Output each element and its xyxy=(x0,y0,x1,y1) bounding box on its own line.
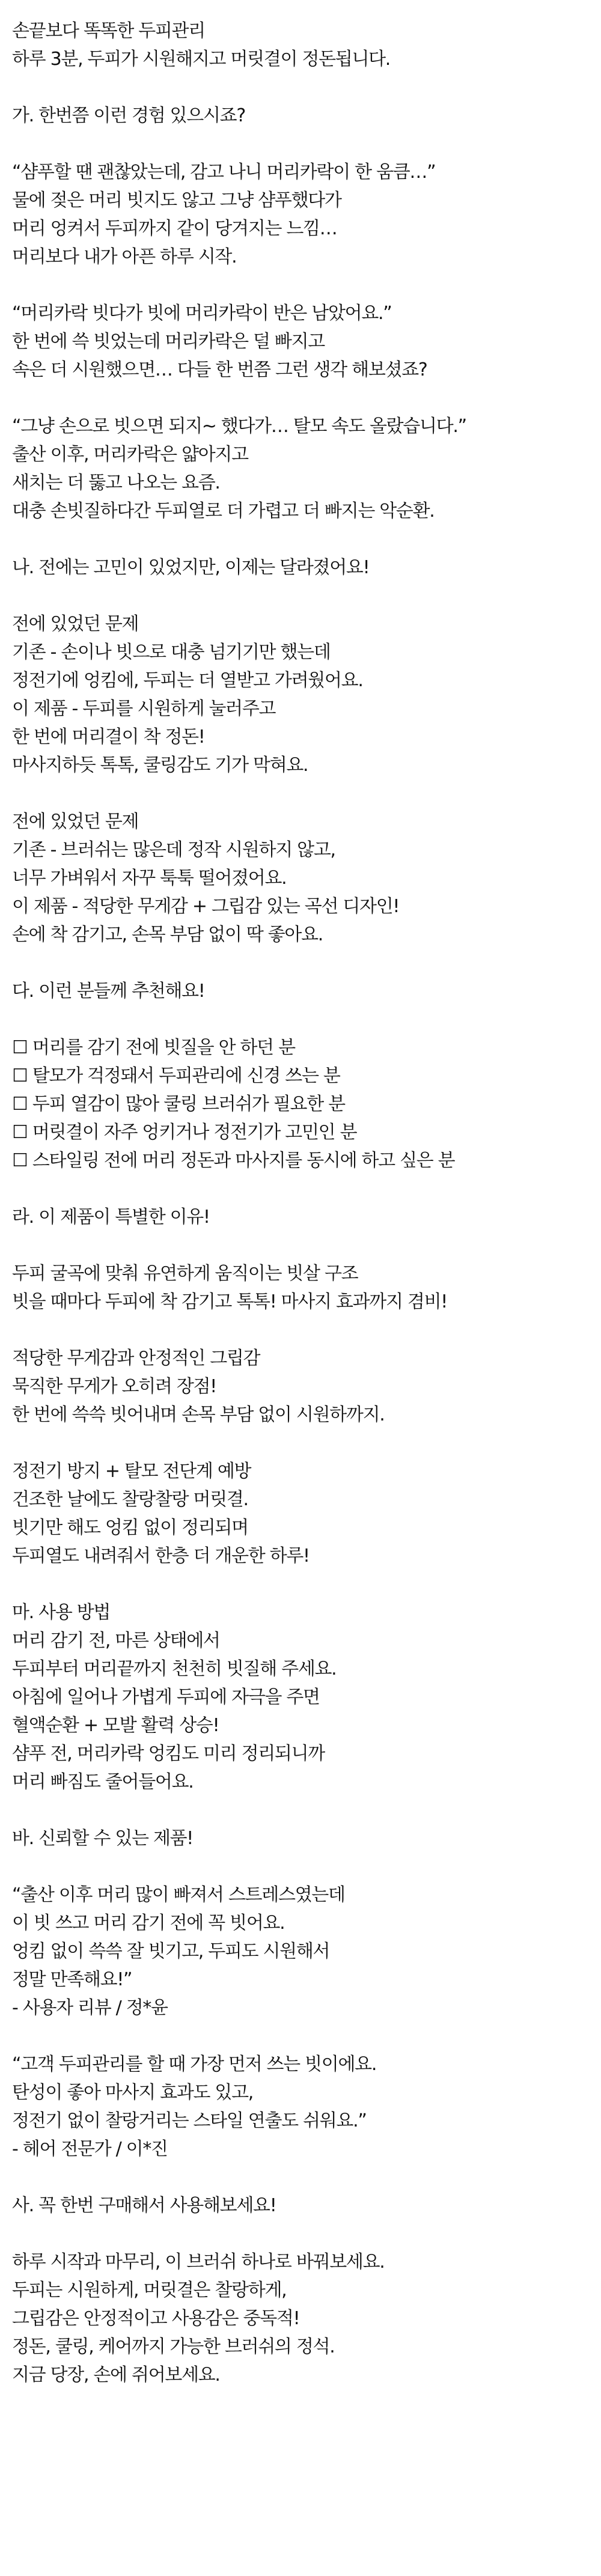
text-line: 아침에 일어나 가볍게 두피에 자극을 주면 xyxy=(12,1687,320,1708)
text-line: “머리카락 빗다가 빗에 머리카락이 반은 남았어요.” xyxy=(12,303,392,324)
text-line: 정돈, 쿨링, 케어까지 가능한 브러쉬의 정석. xyxy=(12,2336,335,2357)
text-line: 마. 사용 방법 xyxy=(12,1602,111,1623)
text-line: 정전기 없이 찰랑거리는 스타일 연출도 쉬워요.” xyxy=(12,2110,367,2131)
text-line: “고객 두피관리를 할 때 가장 먼저 쓰는 빗이에요. xyxy=(12,2054,377,2075)
text-line: 정전기에 엉킴에, 두피는 더 열받고 가려웠어요. xyxy=(12,670,363,691)
text-line: “샴푸할 땐 괜찮았는데, 감고 나니 머리카락이 한 움큼…” xyxy=(12,162,436,183)
text-line: 묵직한 무게가 오히려 장점! xyxy=(12,1376,216,1397)
paragraph-gap xyxy=(12,525,589,553)
text-line: ☐ 스타일링 전에 머리 정돈과 마사지를 동시에 하고 싶은 분 xyxy=(12,1150,455,1171)
text-line: ☐ 두피 열감이 많아 쿨링 브러쉬가 필요한 분 xyxy=(12,1094,345,1115)
text-line: 빗기만 해도 엉킴 없이 정리되며 xyxy=(12,1517,248,1538)
text-line: 샴푸 전, 머리카락 엉킴도 미리 정리되니까 xyxy=(12,1743,325,1764)
text-line: 한 번에 쓱 빗었는데 머리카락은 덜 빠지고 xyxy=(12,331,325,352)
paragraph-gap xyxy=(12,2022,589,2050)
text-line: 빗을 때마다 두피에 착 감기고 톡톡! 마사지 효과까지 겸비! xyxy=(12,1291,447,1312)
paragraph-gap xyxy=(12,2163,589,2191)
text-line: 하루 시작과 마무리, 이 브러쉬 하나로 바꿔보세요. xyxy=(12,2252,385,2273)
paragraph-gap xyxy=(12,1429,589,1457)
paragraph-gap xyxy=(12,1570,589,1598)
text-line: 출산 이후, 머리카락은 얇아지고 xyxy=(12,444,248,465)
paragraph-gap xyxy=(12,779,589,808)
text-line: 머리 감기 전, 마른 상태에서 xyxy=(12,1630,220,1651)
paragraph-gap xyxy=(12,271,589,299)
text-line: 이 제품 - 두피를 시원하게 눌러주고 xyxy=(12,698,276,719)
text-line: 새치는 더 뚫고 나오는 요즘. xyxy=(12,472,220,493)
text-line: 물에 젖은 머리 빗지도 않고 그냥 샴푸했다가 xyxy=(12,190,341,211)
text-line: 두피는 시원하게, 머릿결은 찰랑하게, xyxy=(12,2280,287,2301)
text-line: 마사지하듯 톡톡, 쿨링감도 기가 막혀요. xyxy=(12,755,308,776)
text-line: 적당한 무게감과 안정적인 그립감 xyxy=(12,1348,260,1369)
text-line: 라. 이 제품이 특별한 이유! xyxy=(12,1207,210,1228)
paragraph-gap xyxy=(12,582,589,610)
text-line: 머리보다 내가 아픈 하루 시작. xyxy=(12,246,237,267)
text-line: 가. 한번쯤 이런 경험 있으시죠? xyxy=(12,105,245,126)
text-line: 탄성이 좋아 마사지 효과도 있고, xyxy=(12,2082,254,2103)
text-line: 사. 꼭 한번 구매해서 사용해보세요! xyxy=(12,2195,276,2216)
text-line: 두피열도 내려줘서 한층 더 개운한 하루! xyxy=(12,1545,310,1567)
text-line: ☐ 머리를 감기 전에 빗질을 안 하던 분 xyxy=(12,1037,295,1058)
text-line: 지금 당장, 손에 쥐어보세요. xyxy=(12,2364,220,2386)
text-line: 이 제품 - 적당한 무게감 + 그립감 있는 곡선 디자인! xyxy=(12,896,400,917)
text-line: 건조한 날에도 찰랑찰랑 머릿결. xyxy=(12,1489,248,1510)
paragraph-gap xyxy=(12,130,589,158)
text-line: 너무 가벼워서 자꾸 툭툭 떨어졌어요. xyxy=(12,868,287,889)
text-line: 머리 빠짐도 줄어들어요. xyxy=(12,1771,194,1792)
text-line: “출산 이후 머리 많이 빠져서 스트레스였는데 xyxy=(12,1884,345,1905)
text-line: ☐ 머릿결이 자주 엉키거나 정전기가 고민인 분 xyxy=(12,1122,357,1143)
text-line: 손에 착 감기고, 손목 부담 없이 딱 좋아요. xyxy=(12,924,323,945)
text-line: 하루 3분, 두피가 시원해지고 머릿결이 정돈됩니다. xyxy=(12,49,391,70)
text-line: 한 번에 머리결이 착 정돈! xyxy=(12,726,205,748)
paragraph-gap xyxy=(12,2220,589,2248)
text-line: 전에 있었던 문제 xyxy=(12,811,139,832)
text-line: 한 번에 쓱쓱 빗어내며 손목 부담 없이 시원하까지. xyxy=(12,1404,385,1425)
paragraph-gap xyxy=(12,73,589,102)
paragraph-gap xyxy=(12,384,589,412)
paragraph-gap xyxy=(12,1316,589,1344)
text-line: 전에 있었던 문제 xyxy=(12,614,139,635)
text-line: 정말 만족해요!” xyxy=(12,1969,132,1990)
text-line: 기존 - 손이나 빗으로 대충 넘기기만 했는데 xyxy=(12,642,331,663)
text-line: 기존 - 브러쉬는 많은데 정작 시원하지 않고, xyxy=(12,839,335,860)
text-line: 다. 이런 분들께 추천해요! xyxy=(12,981,205,1002)
text-line: 나. 전에는 고민이 있었지만, 이제는 달라졌어요! xyxy=(12,557,370,578)
text-line: 속은 더 시원했으면… 다들 한 번쯤 그런 생각 해보셨죠? xyxy=(12,359,427,380)
text-line: 정전기 방지 + 탈모 전단계 예방 xyxy=(12,1461,251,1482)
text-line: 손끝보다 똑똑한 두피관리 xyxy=(12,20,205,41)
text-line: - 헤어 전문가 / 이*진 xyxy=(12,2139,168,2160)
text-line: 두피 굴곡에 맞춰 유연하게 움직이는 빗살 구조 xyxy=(12,1263,358,1284)
paragraph-gap xyxy=(12,1231,589,1259)
paragraph-gap xyxy=(12,1796,589,1824)
paragraph-gap xyxy=(12,1005,589,1034)
paragraph-gap xyxy=(12,1175,589,1203)
text-line: 엉킴 없이 쓱쓱 잘 빗기고, 두피도 시원해서 xyxy=(12,1941,330,1962)
text-line: 머리 엉켜서 두피까지 같이 당겨지는 느낌… xyxy=(12,218,337,239)
text-line: 바. 신뢰할 수 있는 제품! xyxy=(12,1828,194,1849)
text-line: 이 빗 쓰고 머리 감기 전에 꼭 빗어요. xyxy=(12,1913,285,1934)
text-line: 대충 손빗질하다간 두피열로 더 가렵고 더 빠지는 악순환. xyxy=(12,501,435,522)
text-line: ☐ 탈모가 걱정돼서 두피관리에 신경 쓰는 분 xyxy=(12,1065,340,1086)
text-line: 그립감은 안정적이고 사용감은 중독적! xyxy=(12,2308,300,2329)
paragraph-gap xyxy=(12,1853,589,1881)
text-line: 혈액순환 + 모발 활력 상승! xyxy=(12,1715,219,1736)
text-line: 두피부터 머리끝까지 천천히 빗질해 주세요. xyxy=(12,1658,337,1679)
text-line: “그냥 손으로 빗으면 되지~ 했다가… 탈모 속도 올랐습니다.” xyxy=(12,416,466,437)
paragraph-gap xyxy=(12,949,589,977)
text-line: - 사용자 리뷰 / 정*윤 xyxy=(12,1997,168,2018)
